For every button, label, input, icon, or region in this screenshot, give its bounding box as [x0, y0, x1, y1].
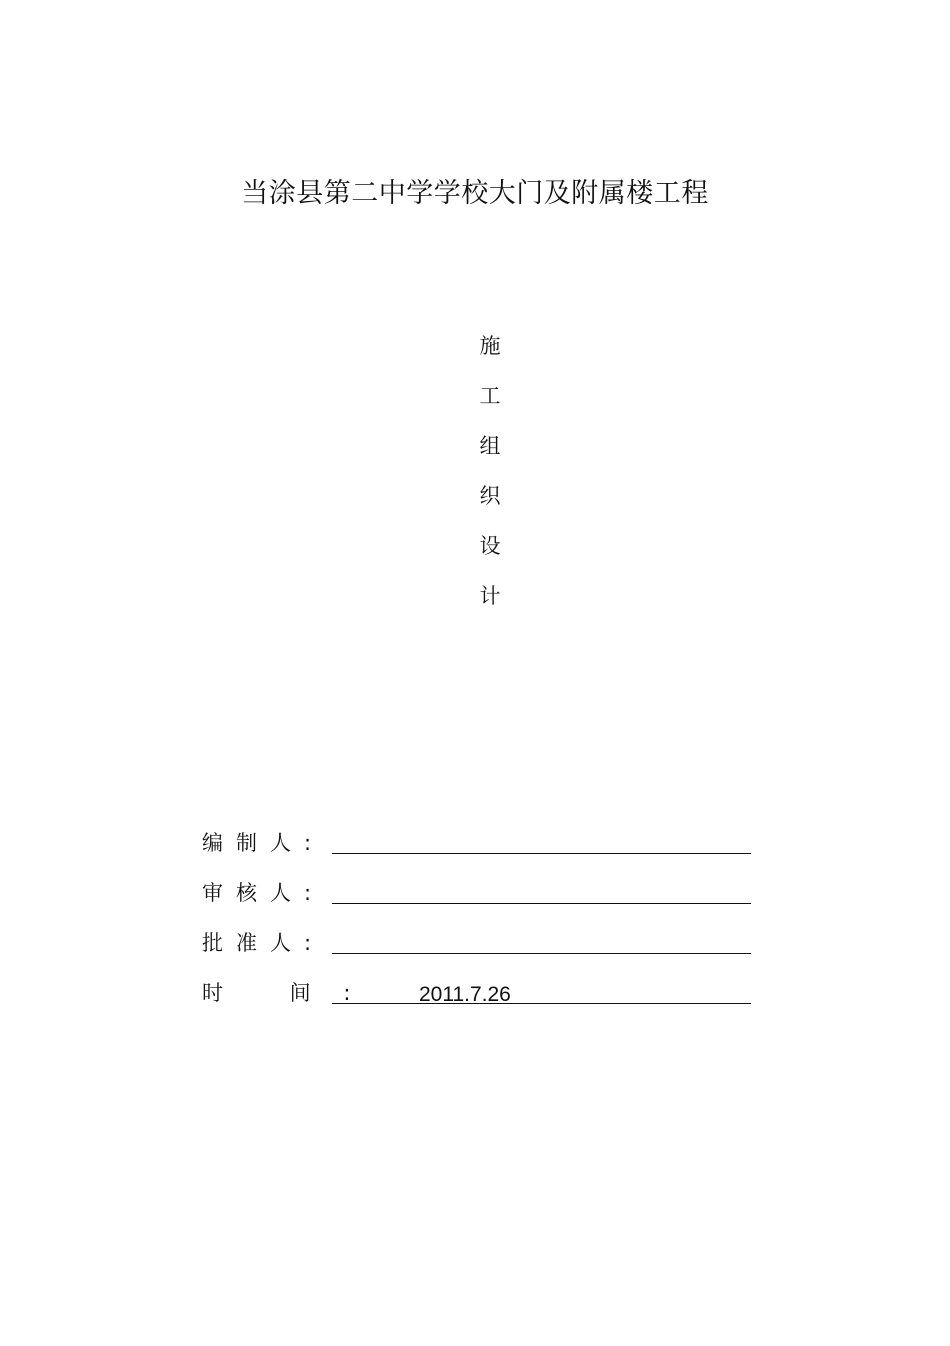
signature-block	[202, 824, 762, 1024]
doc-type-char: 织	[479, 484, 501, 508]
date-value: 2011.7.26	[419, 983, 511, 1006]
date-label: 时 间 :	[202, 981, 364, 1005]
signature-row-reviewer	[202, 874, 762, 924]
project-title: 当涂县第二中学学校大门及附属楼工程	[241, 178, 709, 209]
document-type-vertical-title	[465, 330, 515, 630]
reviewer-label: 审核人:	[202, 881, 325, 905]
doc-type-char: 计	[479, 584, 501, 608]
signature-row-approver	[202, 924, 762, 974]
approver-signature-line	[332, 953, 751, 954]
doc-type-char: 工	[479, 384, 501, 408]
compiler-label: 编制人:	[202, 831, 325, 855]
doc-type-char: 施	[479, 334, 501, 358]
doc-type-char: 组	[479, 434, 501, 458]
compiler-signature-line	[332, 853, 751, 854]
signature-row-date	[202, 974, 762, 1024]
reviewer-signature-line	[332, 903, 751, 904]
approver-label: 批准人:	[202, 931, 325, 955]
date-line	[332, 1003, 751, 1004]
signature-row-compiler	[202, 824, 762, 874]
doc-type-char: 设	[479, 534, 501, 558]
